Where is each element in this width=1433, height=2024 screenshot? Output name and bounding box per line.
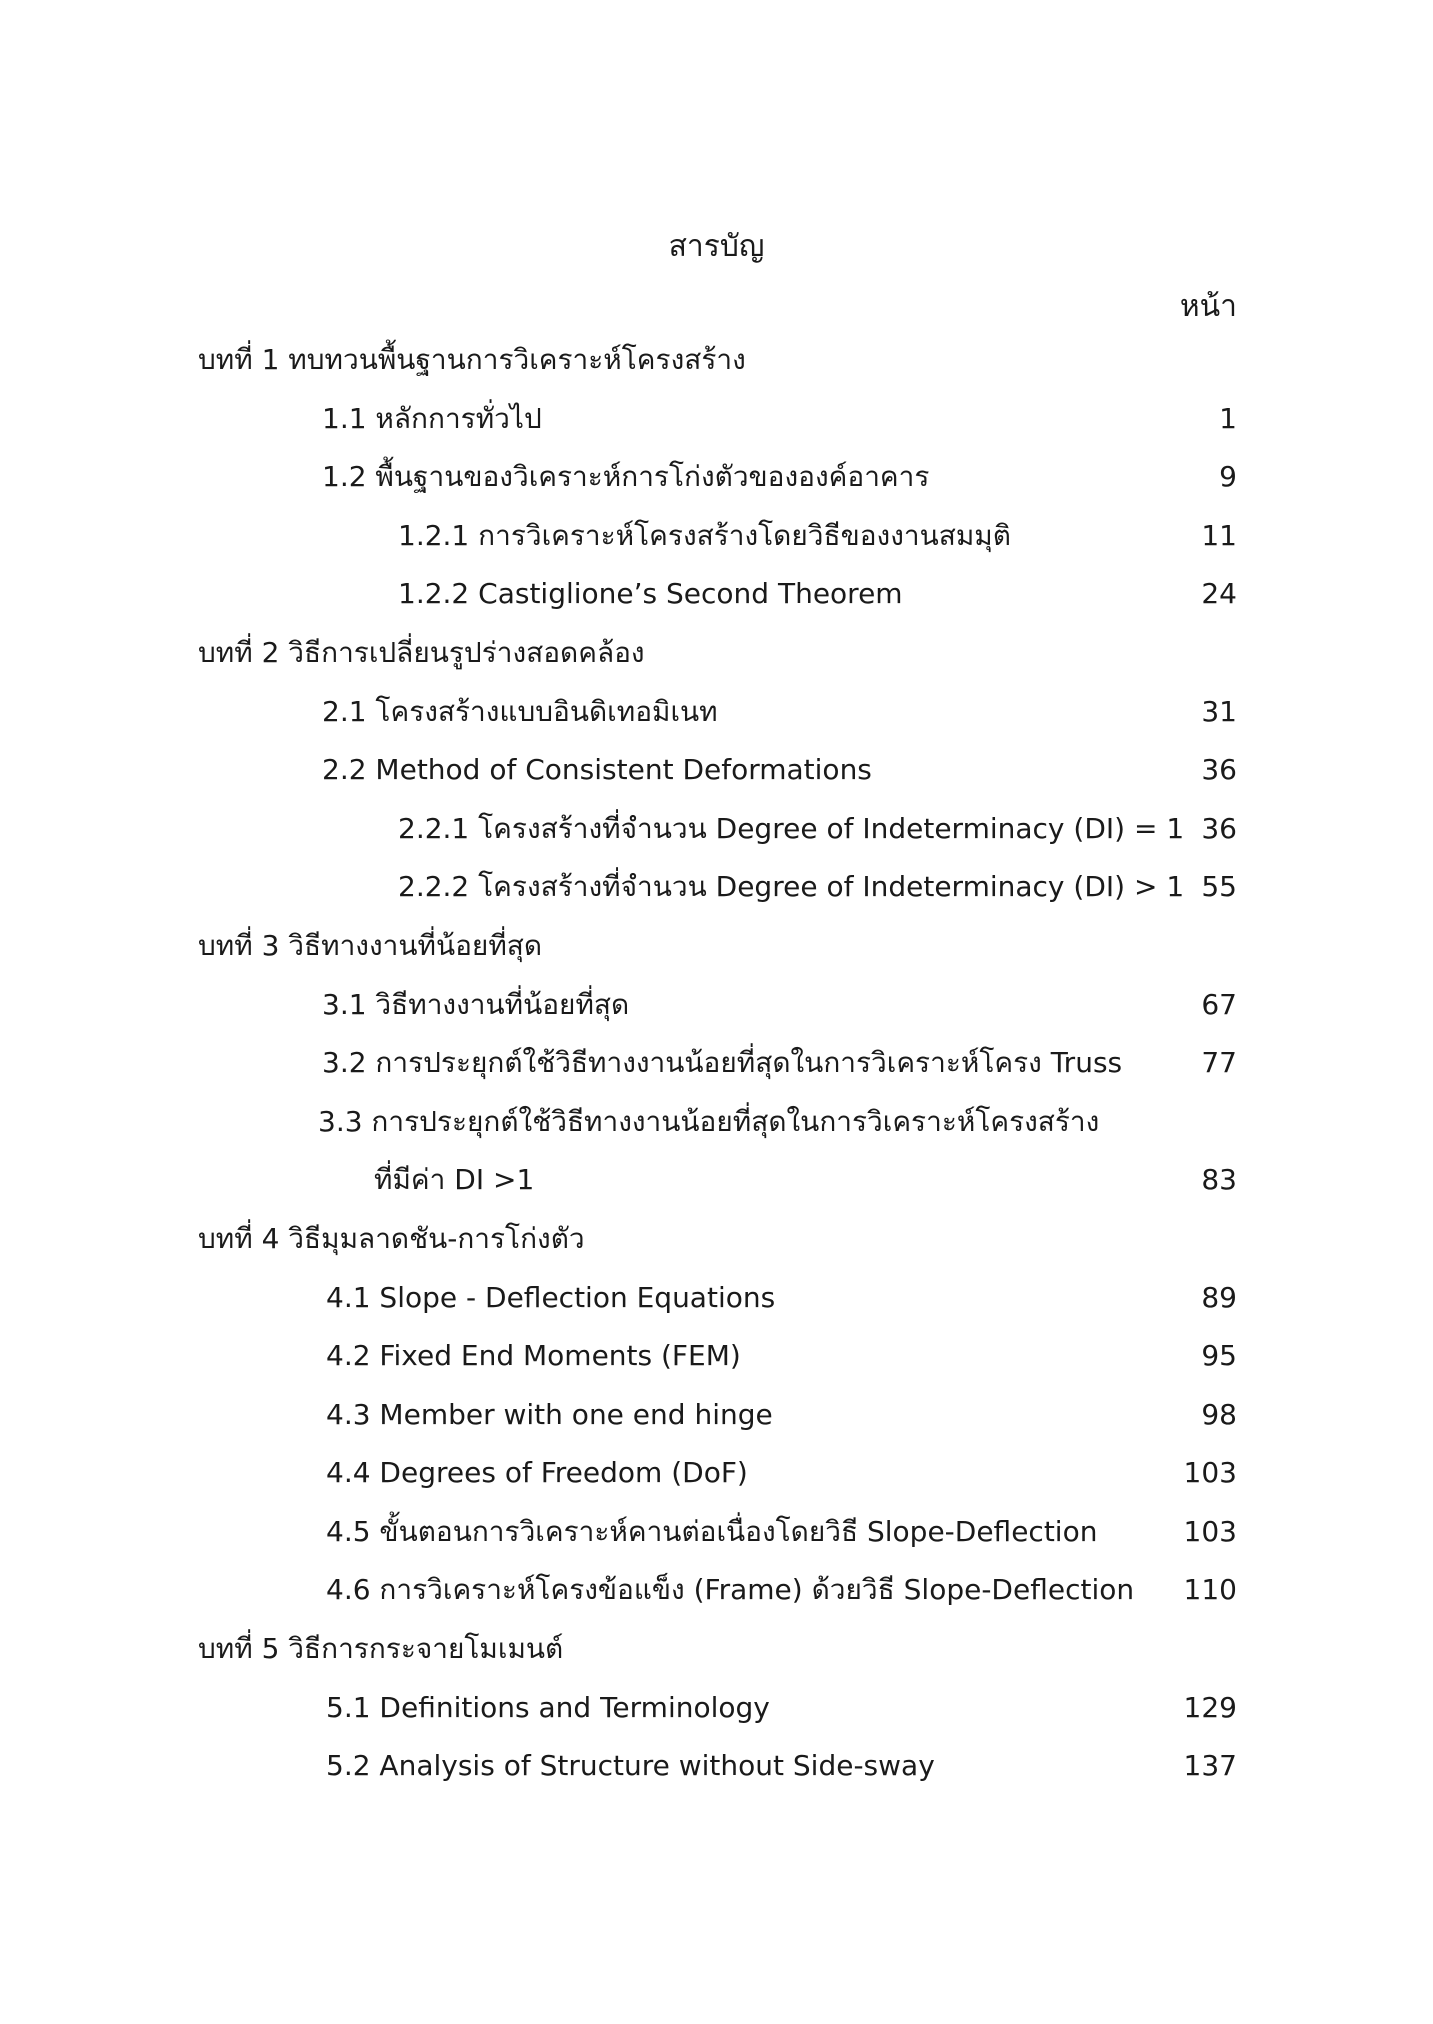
toc-entry xyxy=(0,1098,1433,1157)
toc-entry xyxy=(0,453,1433,512)
toc-chapter-3 xyxy=(0,922,1433,981)
toc-chapter-1 xyxy=(0,336,1433,395)
toc-entry xyxy=(0,1449,1433,1508)
toc-entry-continuation xyxy=(0,1156,1433,1215)
toc-entry xyxy=(0,746,1433,805)
toc-entry xyxy=(0,1508,1433,1567)
toc-entry-label: บทที่ 2 วิธีการเปลี่ยนรูปร่างสอดคล้อง xyxy=(198,635,645,669)
toc-entry-page: 110 xyxy=(1183,1573,1237,1607)
toc-entry-label: บทที่ 3 วิธีทางงานที่น้อยที่สุด xyxy=(198,928,543,962)
toc-entry-label: 4.2 Fixed End Moments (FEM) xyxy=(326,1339,741,1373)
toc-entry-label: 1.1 หลักการทั่วไป xyxy=(322,401,542,435)
toc-entry-label: 2.1 โครงสร้างแบบอินดิเทอมิเนท xyxy=(322,694,718,728)
toc-entry xyxy=(0,512,1433,571)
toc-entry-label: 1.2.2 Castiglione’s Second Theorem xyxy=(398,577,903,611)
toc-entry xyxy=(0,688,1433,747)
toc-entry-page: 11 xyxy=(1201,518,1237,552)
toc-entry-label: 1.2.1 การวิเคราะห์โครงสร้างโดยวิธีของงานสมมุติ xyxy=(398,518,1011,552)
toc-entry xyxy=(0,1684,1433,1743)
toc-entry-page: 83 xyxy=(1201,1163,1237,1197)
toc-entry-label: 4.1 Slope - Deflection Equations xyxy=(326,1280,776,1314)
toc-entry-label: 2.2.2 โครงสร้างที่จำนวน Degree of Indeterminacy (DI) > 1 xyxy=(398,870,1185,904)
toc-entry-page: 36 xyxy=(1201,753,1237,787)
toc-entry-label: 4.6 การวิเคราะห์โครงข้อแข็ง (Frame) ด้วยวิธี Slope-Deflection xyxy=(326,1573,1135,1607)
toc-entry-page: 95 xyxy=(1201,1339,1237,1373)
toc-entry-label: 4.4 Degrees of Freedom (DoF) xyxy=(326,1456,748,1490)
toc-entry xyxy=(0,1391,1433,1450)
toc-entry-page: 55 xyxy=(1201,870,1237,904)
toc-entry-label: 2.2 Method of Consistent Deformations xyxy=(322,753,872,787)
toc-chapter-2 xyxy=(0,629,1433,688)
toc-entry-label: 5.1 Definitions and Terminology xyxy=(326,1690,770,1724)
toc-entry-label: บทที่ 1 ทบทวนพื้นฐานการวิเคราะห์โครงสร้าง xyxy=(198,343,746,376)
toc-entry xyxy=(0,805,1433,864)
toc-entry-page: 24 xyxy=(1201,577,1237,611)
toc-entry-page: 1 xyxy=(1219,401,1237,435)
toc-entry xyxy=(0,981,1433,1040)
page-column-header: หน้า xyxy=(1179,289,1237,324)
toc-entry xyxy=(0,1274,1433,1333)
toc-entry-page: 129 xyxy=(1183,1690,1237,1724)
toc-entry-label: บทที่ 5 วิธีการกระจายโมเมนต์ xyxy=(198,1632,564,1666)
toc-entry-page: 89 xyxy=(1201,1280,1237,1314)
toc-entry-label: บทที่ 4 วิธีมุมลาดชัน-การโก่งตัว xyxy=(198,1221,585,1255)
page-title: สารบัญ xyxy=(668,229,765,264)
toc-entry xyxy=(0,395,1433,454)
toc-entry xyxy=(0,570,1433,629)
toc-entry-label: 3.3 การประยุกต์ใช้วิธีทางงานน้อยที่สุดในการวิเคราะห์โครงสร้าง xyxy=(318,1104,1100,1138)
toc-chapter-4 xyxy=(0,1215,1433,1274)
toc-entry-page: 9 xyxy=(1219,460,1237,494)
toc-entry-label: 3.2 การประยุกต์ใช้วิธีทางงานน้อยที่สุดในการวิเคราะห์โครง Truss xyxy=(322,1046,1123,1080)
toc-entry xyxy=(0,1742,1433,1801)
toc-entry xyxy=(0,1039,1433,1098)
toc-entry-page: 36 xyxy=(1201,811,1237,845)
toc-entry-label: 5.2 Analysis of Structure without Side-sway xyxy=(326,1749,935,1783)
toc-entry-page: 103 xyxy=(1183,1514,1237,1548)
toc-entry-label: 3.1 วิธีทางงานที่น้อยที่สุด xyxy=(322,987,630,1021)
toc-entry-page: 103 xyxy=(1183,1456,1237,1490)
toc-list xyxy=(0,336,1433,1801)
toc-entry-label: 4.3 Member with one end hinge xyxy=(326,1397,773,1431)
toc-entry-label: 1.2 พื้นฐานของวิเคราะห์การโก่งตัวขององค์อาคาร xyxy=(322,460,930,494)
toc-entry xyxy=(0,1566,1433,1625)
toc-entry-page: 77 xyxy=(1201,1046,1237,1080)
toc-entry-label: ที่มีค่า DI >1 xyxy=(374,1163,535,1197)
toc-entry-label: 2.2.1 โครงสร้างที่จำนวน Degree of Indeterminacy (DI) = 1 xyxy=(398,811,1185,845)
toc-entry xyxy=(0,1332,1433,1391)
toc-entry-page: 67 xyxy=(1201,987,1237,1021)
toc-entry-page: 31 xyxy=(1201,694,1237,728)
toc-chapter-5 xyxy=(0,1625,1433,1684)
toc-entry-label: 4.5 ขั้นตอนการวิเคราะห์คานต่อเนื่องโดยวิธี Slope-Deflection xyxy=(326,1514,1098,1548)
toc-entry-page: 98 xyxy=(1201,1397,1237,1431)
toc-entry-page: 137 xyxy=(1183,1749,1237,1783)
toc-entry xyxy=(0,863,1433,922)
